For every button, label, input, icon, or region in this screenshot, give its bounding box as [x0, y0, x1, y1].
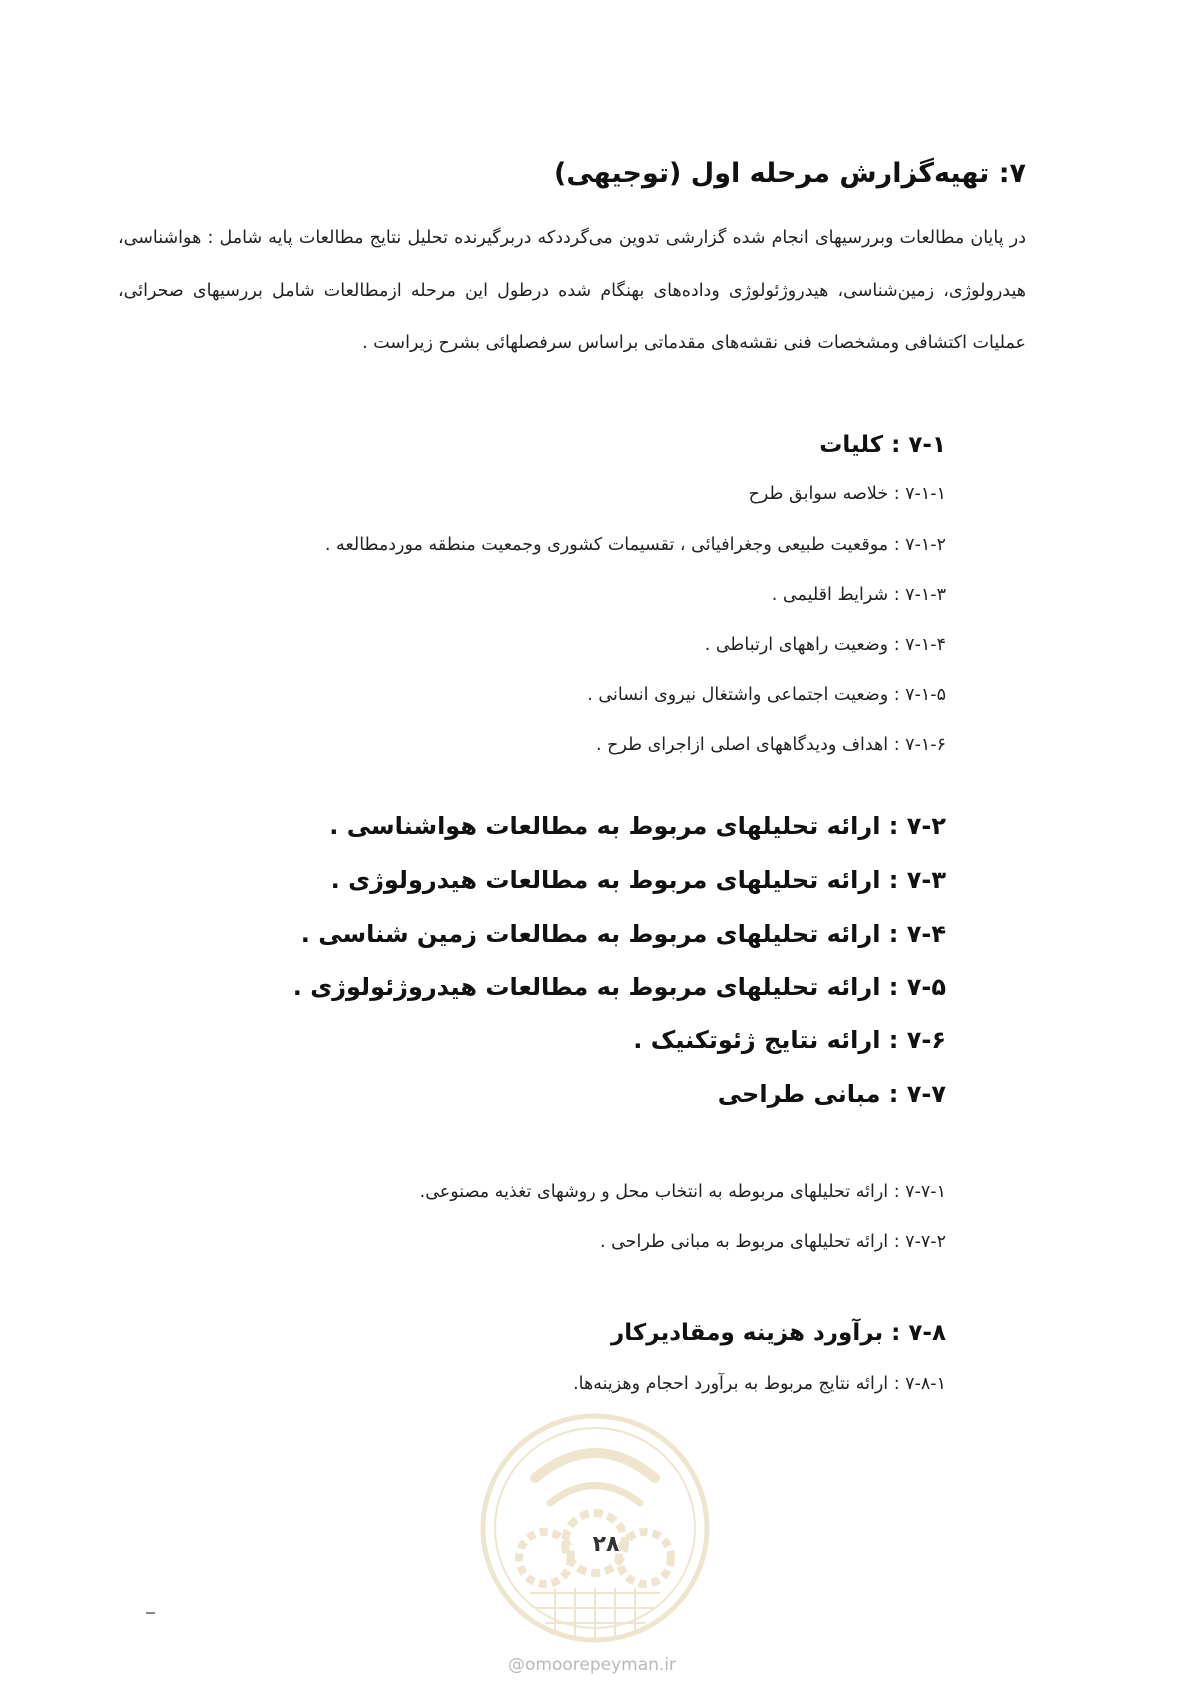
major-section-heading: ۷-۴ : ارائه تحلیلهای مربوط به مطالعات زمین شناسی .: [300, 920, 946, 948]
section-1-title: ۷-۱ : کلیات: [819, 432, 946, 458]
major-section-heading: ۷-۷ : مبانی طراحی: [717, 1080, 946, 1108]
publisher-seal-icon: [475, 1408, 715, 1648]
section-1-item: ۷-۱-۲ : موقعیت طبیعی وجغرافیائی ، تقسیمات کشوری وجمعیت منطقه موردمطالعه .: [324, 535, 946, 555]
section-8-item: ۷-۸-۱ : ارائه نتایج مربوط به برآورد احجام وهزینه‌ها.: [573, 1374, 946, 1394]
section-1-item: ۷-۱-۵ : وضعیت اجتماعی واشتغال نیروی انسانی .: [587, 685, 946, 705]
section-8-title: ۷-۸ : برآورد هزینه ومقادیرکار: [611, 1320, 946, 1346]
section-7-item: ۷-۷-۲ : ارائه تحلیلهای مربوط به مبانی طراحی .: [599, 1232, 946, 1252]
major-section-heading: ۷-۲ : ارائه تحلیلهای مربوط به مطالعات هواشناسی .: [329, 812, 946, 840]
section-1-item: ۷-۱-۴ : وضعیت راههای ارتباطی .: [704, 635, 946, 655]
margin-mark: [146, 1612, 155, 1614]
major-section-heading: ۷-۵ : ارائه تحلیلهای مربوط به مطالعات هیدروژئولوژی .: [292, 973, 946, 1001]
section-1-item: ۷-۱-۶ : اهداف ودیدگاههای اصلی ازاجرای طرح .: [596, 735, 946, 755]
intro-paragraph: در پایان مطالعات وبررسیهای انجام شده گزارشی تدوین می‌گرددکه دربرگیرنده تحلیل نتایج مطالعات پایه شامل : هواشناسی، هیدرولوژی، زمین‌شناسی، هیدروژئولوژی وداده‌های بهنگام شده درطول این مرحله ازمطالعات شامل بررسیهای صحرائی، عملیات اکتشافی ومشخصات فنی نقشه‌های مقدماتی براساس سرفصلهائی بشرح زیراست .: [118, 228, 1026, 353]
major-section-heading: ۷-۶ : ارائه نتایج ژئوتکنیک .: [633, 1026, 946, 1054]
main-heading: ۷: تهیه‌گزارش مرحله اول (توجیهی): [554, 158, 1026, 189]
section-7-item: ۷-۷-۱ : ارائه تحلیلهای مربوطه به انتخاب محل و روشهای تغذیه مصنوعی.: [419, 1182, 946, 1202]
watermark-site-text: @omoorepeyman.ir: [507, 1655, 677, 1675]
major-section-heading: ۷-۳ : ارائه تحلیلهای مربوط به مطالعات هیدرولوژی .: [330, 866, 946, 894]
section-1-item: ۷-۱-۳ : شرایط اقلیمی .: [771, 585, 946, 605]
section-1-item: ۷-۱-۱ : خلاصه سوابق طرح: [748, 484, 946, 504]
page-number: ۲۸: [592, 1532, 620, 1557]
